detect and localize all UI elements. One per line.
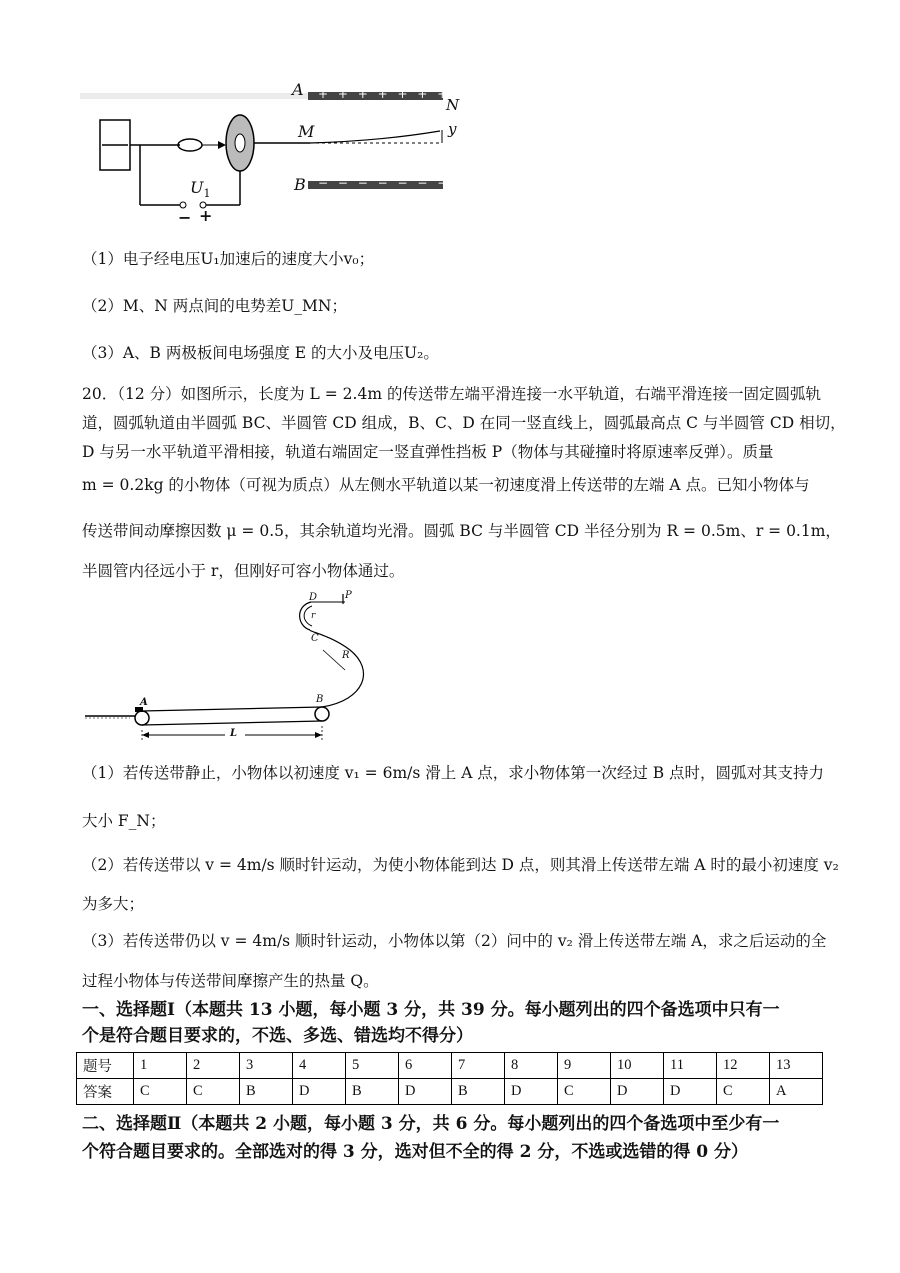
fig2-label-R: R bbox=[342, 650, 350, 661]
fig1-label-B: B bbox=[294, 175, 306, 194]
table-cell: 13 bbox=[770, 1053, 823, 1079]
table-cell: D bbox=[399, 1079, 452, 1105]
table-cell: 5 bbox=[346, 1053, 399, 1079]
table-cell: D bbox=[293, 1079, 346, 1105]
table-cell: D bbox=[505, 1079, 558, 1105]
q20-stem-line6: 半圆管内径远小于 r，但刚好可容小物体通过。 bbox=[82, 562, 405, 580]
table-cell: 9 bbox=[558, 1053, 611, 1079]
fig2-label-P: P bbox=[345, 590, 352, 601]
q19-part2: （2）M、N 两点间的电势差U_MN； bbox=[82, 297, 347, 315]
q19-part3: （3）A、B 两极板间电场强度 E 的大小及电压U₂。 bbox=[82, 344, 439, 362]
q20-stem-line4: m = 0.2kg 的小物体（可视为质点）从左侧水平轨道以某一初速度滑上传送带的左端 A 点。已知小物体与 bbox=[82, 476, 810, 494]
table-cell: 7 bbox=[452, 1053, 505, 1079]
conveyor-track-figure bbox=[85, 590, 385, 750]
q20-stem-line3: D 与另一水平轨道平滑相接，轨道右端固定一竖直弹性挡板 P（物体与其碰撞时将原速率反弹）。质量 bbox=[82, 443, 774, 461]
fig1-minus: − bbox=[178, 208, 192, 227]
fig2-label-C: C bbox=[311, 633, 319, 644]
fig1-label-y: y bbox=[448, 120, 457, 138]
section1-title-line1: 一、选择题Ⅰ（本题共 13 小题，每小题 3 分，共 39 分。每小题列出的四个备选项中只有一 bbox=[82, 1000, 780, 1020]
table-cell: D bbox=[611, 1079, 664, 1105]
fig2-label-r: r bbox=[311, 611, 316, 621]
q20-part1-line2: 大小 F_N； bbox=[82, 812, 166, 830]
table-header-answer: 答案 bbox=[77, 1079, 134, 1105]
q20-part3-line1: （3）若传送带仍以 v = 4m/s 顺时针运动，小物体以第（2）问中的 v₂ 滑上传送带左端 A，求之后运动的全 bbox=[82, 932, 827, 950]
answer-table bbox=[76, 1052, 823, 1105]
section1-title-line2: 个是符合题目要求的，不选、多选、错选均不得分） bbox=[82, 1026, 473, 1046]
table-cell: C bbox=[558, 1079, 611, 1105]
table-cell: C bbox=[134, 1079, 187, 1105]
fig2-label-L: L bbox=[230, 728, 238, 739]
answer-table-answer-row bbox=[77, 1079, 823, 1105]
table-cell: 1 bbox=[134, 1053, 187, 1079]
fig1-label-A: A bbox=[292, 80, 304, 99]
table-cell: B bbox=[346, 1079, 399, 1105]
table-cell: 12 bbox=[717, 1053, 770, 1079]
q20-part2-line1: （2）若传送带以 v = 4m/s 顺时针运动，为使小物体能到达 D 点，则其滑上传送带左端 A 时的最小初速度 v₂ bbox=[82, 856, 839, 874]
q20-stem-line5: 传送带间动摩擦因数 μ = 0.5，其余轨道均光滑。圆弧 BC 与半圆管 CD 半径分别为 R = 0.5m、r = 0.1m， bbox=[82, 522, 841, 540]
fig2-label-A: A bbox=[140, 697, 148, 708]
table-cell: 4 bbox=[293, 1053, 346, 1079]
fig1-label-N: N bbox=[446, 96, 460, 114]
table-cell: B bbox=[452, 1079, 505, 1105]
q20-part1-line1: （1）若传送带静止，小物体以初速度 v₁ = 6m/s 滑上 A 点，求小物体第一次经过 B 点时，圆弧对其支持力 bbox=[82, 764, 825, 782]
table-cell: 2 bbox=[187, 1053, 240, 1079]
fig1-label-U1: $U_1$ bbox=[190, 178, 211, 201]
q20-part2-line2: 为多大； bbox=[82, 895, 145, 913]
fig1-plate-bottom-signs: − − − − − − − − bbox=[318, 176, 471, 190]
table-cell: D bbox=[664, 1079, 717, 1105]
section2-title-line2: 个符合题目要求的。全部选对的得 3 分，选对但不全的得 2 分，不选或选错的得 0 分） bbox=[82, 1142, 748, 1162]
table-cell: 6 bbox=[399, 1053, 452, 1079]
fig2-label-D: D bbox=[309, 592, 318, 603]
table-cell: 11 bbox=[664, 1053, 717, 1079]
table-cell: 8 bbox=[505, 1053, 558, 1079]
table-cell: 3 bbox=[240, 1053, 293, 1079]
table-cell: C bbox=[717, 1079, 770, 1105]
table-cell: A bbox=[770, 1079, 823, 1105]
table-cell: B bbox=[240, 1079, 293, 1105]
fig1-plus: + bbox=[199, 206, 213, 225]
table-cell: 10 bbox=[611, 1053, 664, 1079]
answer-table-number-row bbox=[77, 1053, 823, 1079]
table-header-number: 题号 bbox=[77, 1053, 134, 1079]
fig1-plate-top-signs: + + + + + + + + bbox=[318, 87, 471, 101]
table-cell: C bbox=[187, 1079, 240, 1105]
q20-stem-line2: 道，圆弧轨道由半圆弧 BC、半圆管 CD 组成，B、C、D 在同一竖直线上，圆弧最高点 C 与半圆管 CD 相切， bbox=[82, 414, 846, 432]
q20-stem-line1: 20．（12 分）如图所示，长度为 L = 2.4m 的传送带左端平滑连接一水平轨道，右端平滑连接一固定圆弧轨 bbox=[82, 385, 821, 403]
section2-title-line1: 二、选择题Ⅱ（本题共 2 小题，每小题 3 分，共 6 分。每小题列出的四个备选项中至少有一 bbox=[82, 1114, 780, 1134]
fig2-label-B: B bbox=[316, 694, 324, 705]
q19-part1: （1）电子经电压U₁加速后的速度大小v₀； bbox=[82, 250, 375, 268]
fig1-label-M: M bbox=[298, 122, 315, 141]
q20-part3-line2: 过程小物体与传送带间摩擦产生的热量 Q。 bbox=[82, 972, 379, 990]
